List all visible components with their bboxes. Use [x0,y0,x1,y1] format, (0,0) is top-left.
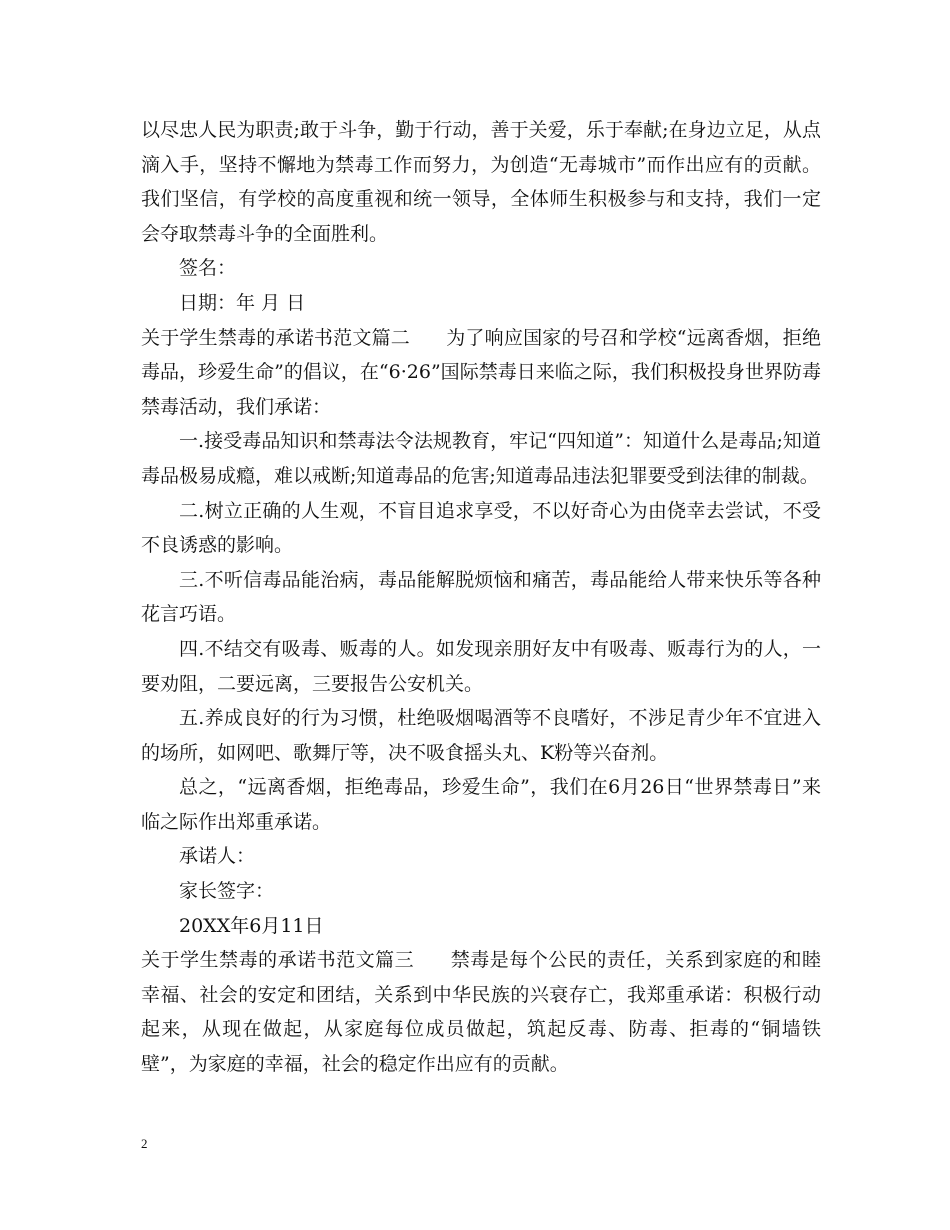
section-three-body: 禁毒是每个公民的责任，关系到家庭的和睦幸福、社会的安定和团结，关系到中华民族的兴衰存亡，我郑重承诺：积极行动起来，从现在做起，从家庭每位成员做起，筑起反毒、防毒、拒毒的“铜墙铁壁”，为家庭的幸福，社会的稳定作出应有的贡献。 [141,949,821,1076]
page-number: 2 [141,1136,148,1151]
section-two-paragraph [141,321,821,425]
promise-item-5: 五.养成良好的行为习惯，杜绝吸烟喝酒等不良嗜好，不涉足青少年不宜进入的场所，如网吧、歌舞厅等，决不吸食摇头丸、K粉等兴奋剂。 [141,707,821,764]
parent-signature-line: 家长签字： [179,880,275,903]
promise-item-1: 一.接受毒品知识和禁毒法令法规教育，牢记“四知道”：知道什么是毒品;知道毒品极易成瘾，难以戒断;知道毒品的危害;知道毒品违法犯罪要受到法律的制裁。 [141,430,821,487]
paragraph-continuation: 以尽忠人民为职责;敢于斗争，勤于行动，善于关爱，乐于奉献;在身边立足，从点滴入手，坚持不懈地为禁毒工作而努力，为创造“无毒城市”而作出应有的贡献。我们坚信，有学校的高度重视和统一领导，全体师生积极参与和支持，我们一定会夺取禁毒斗争的全面胜利。 [141,119,821,245]
date-line: 日期：年 月 日 [179,291,306,314]
promise-item-2: 二.树立正确的人生观，不盲目追求享受，不以好奇心为由侥幸去尝试，不受不良诱惑的影响。 [141,499,821,557]
section-three-paragraph [141,943,821,1081]
section-two-intro: 为了响应国家的号召和学校“远离香烟，拒绝毒品，珍爱生命”的倡议，在“6·26”国际禁毒日来临之际，我们积极投身世界防毒禁毒活动，我们承诺： [141,326,821,418]
section-three-title: 关于学生禁毒的承诺书范文篇三 [141,949,415,972]
promise-item-3: 三.不听信毒品能治病，毒品能解脱烦恼和痛苦，毒品能给人带来快乐等各种花言巧语。 [141,568,821,626]
signature-line: 签名： [179,257,237,280]
promise-item-4: 四.不结交有吸毒、贩毒的人。如发现亲朋好友中有吸毒、贩毒行为的人，一要劝阻，二要远离，三要报告公安机关。 [141,637,821,695]
summary-paragraph: 总之，“远离香烟，拒绝毒品，珍爱生命”，我们在6月26日“世界禁毒日”来临之际作出郑重承诺。 [141,776,821,833]
section-two-title: 关于学生禁毒的承诺书范文篇二 [141,326,410,349]
date-line-2: 20XX年6月11日 [179,914,324,937]
document-body [141,113,821,1082]
promiser-line: 承诺人： [179,845,256,868]
